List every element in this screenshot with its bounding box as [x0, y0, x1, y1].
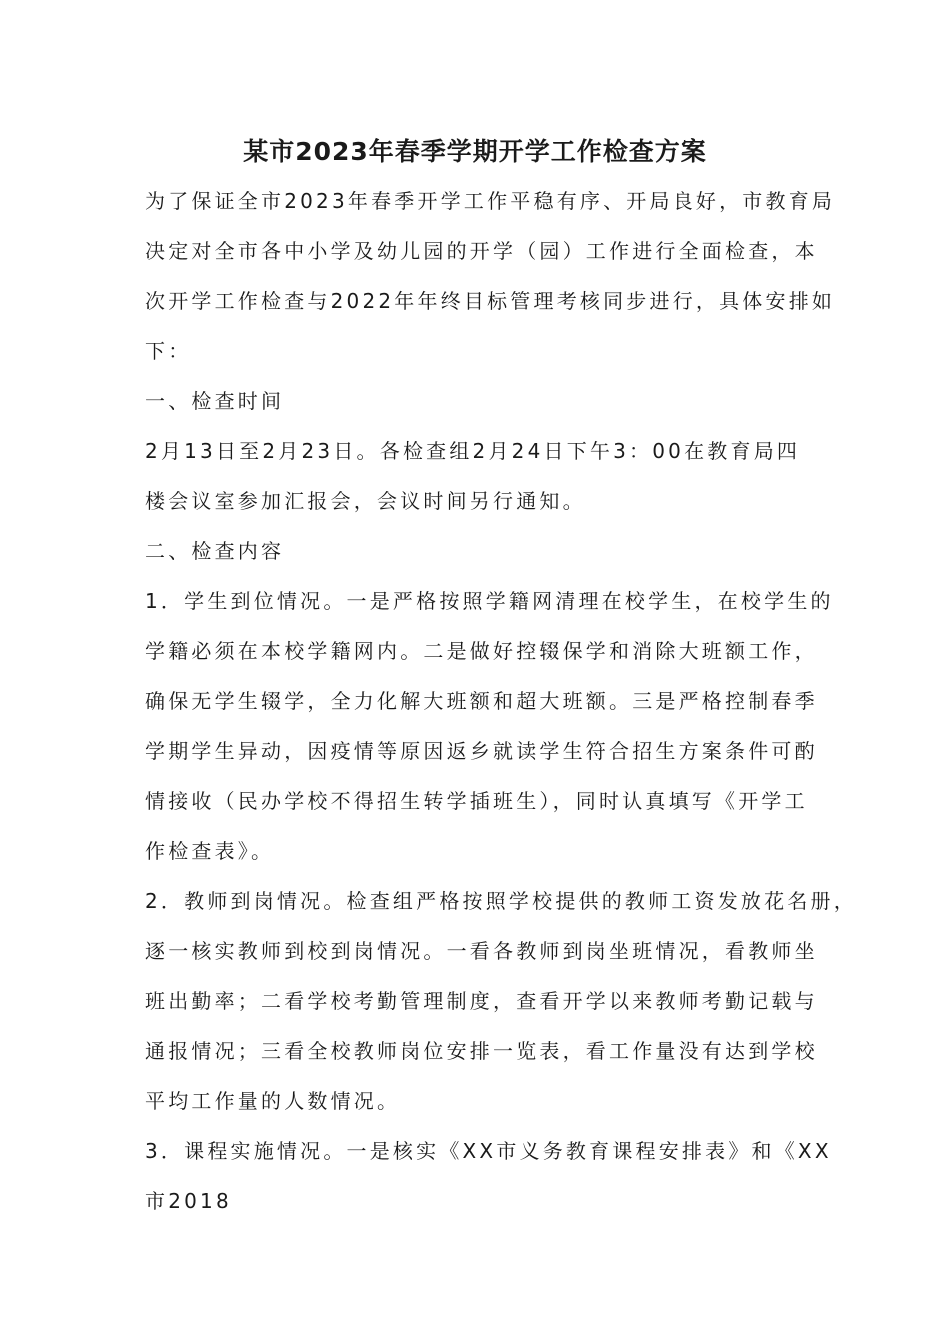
text-line: 2．教师到岗情况。检查组严格按照学校提供的教师工资发放花名册，	[145, 889, 857, 913]
section-heading-time	[145, 376, 810, 426]
text-line: 1．学生到位情况。一是严格按照学籍网清理在校学生，在校学生的	[145, 589, 834, 613]
text-line: 学籍必须在本校学籍网内。二是做好控辍保学和消除大班额工作，	[145, 639, 818, 663]
intro-paragraph	[145, 176, 836, 376]
text-line: 二、检查内容	[145, 539, 285, 563]
text-line: 次开学工作检查与2022年年终目标管理考核同步进行，具体安排如	[145, 289, 836, 313]
text-line: 情接收（民办学校不得招生转学插班生），同时认真填写《开学工	[145, 789, 808, 813]
document-title: 某市2023年春季学期开学工作检查方案	[243, 137, 707, 166]
text-line: 下：	[145, 339, 192, 363]
text-line: 通报情况；三看全校教师岗位安排一览表，看工作量没有达到学校	[145, 1039, 818, 1063]
text-line: 3．课程实施情况。一是核实《XX市义务教育课程安排表》和《XX	[145, 1139, 832, 1163]
section-heading-content	[145, 526, 810, 576]
text-line: 逐一核实教师到校到岗情况。一看各教师到岗坐班情况，看教师坐	[145, 939, 818, 963]
text-line: 确保无学生辍学，全力化解大班额和超大班额。三是严格控制春季	[145, 689, 818, 713]
text-line: 2月13日至2月23日。各检查组2月24日下午3：00在教育局四	[145, 439, 801, 463]
document-body	[145, 176, 857, 1226]
text-line: 市2018	[145, 1189, 232, 1213]
text-line: 一、检查时间	[145, 389, 285, 413]
text-line: 决定对全市各中小学及幼儿园的开学（园）工作进行全面检查，本	[145, 239, 818, 263]
time-paragraph	[145, 426, 810, 526]
text-line: 班出勤率；二看学校考勤管理制度，查看开学以来教师考勤记载与	[145, 989, 818, 1013]
text-line: 学期学生异动，因疫情等原因返乡就读学生符合招生方案条件可酌	[145, 739, 818, 763]
item-curriculum	[145, 1126, 832, 1226]
text-line: 平均工作量的人数情况。	[145, 1089, 401, 1113]
item-student-attendance	[145, 576, 834, 876]
text-line: 为了保证全市2023年春季开学工作平稳有序、开局良好，市教育局	[145, 189, 836, 213]
text-line: 楼会议室参加汇报会，会议时间另行通知。	[145, 489, 586, 513]
item-teacher-attendance	[145, 876, 857, 1126]
text-line: 作检查表》。	[145, 839, 275, 863]
